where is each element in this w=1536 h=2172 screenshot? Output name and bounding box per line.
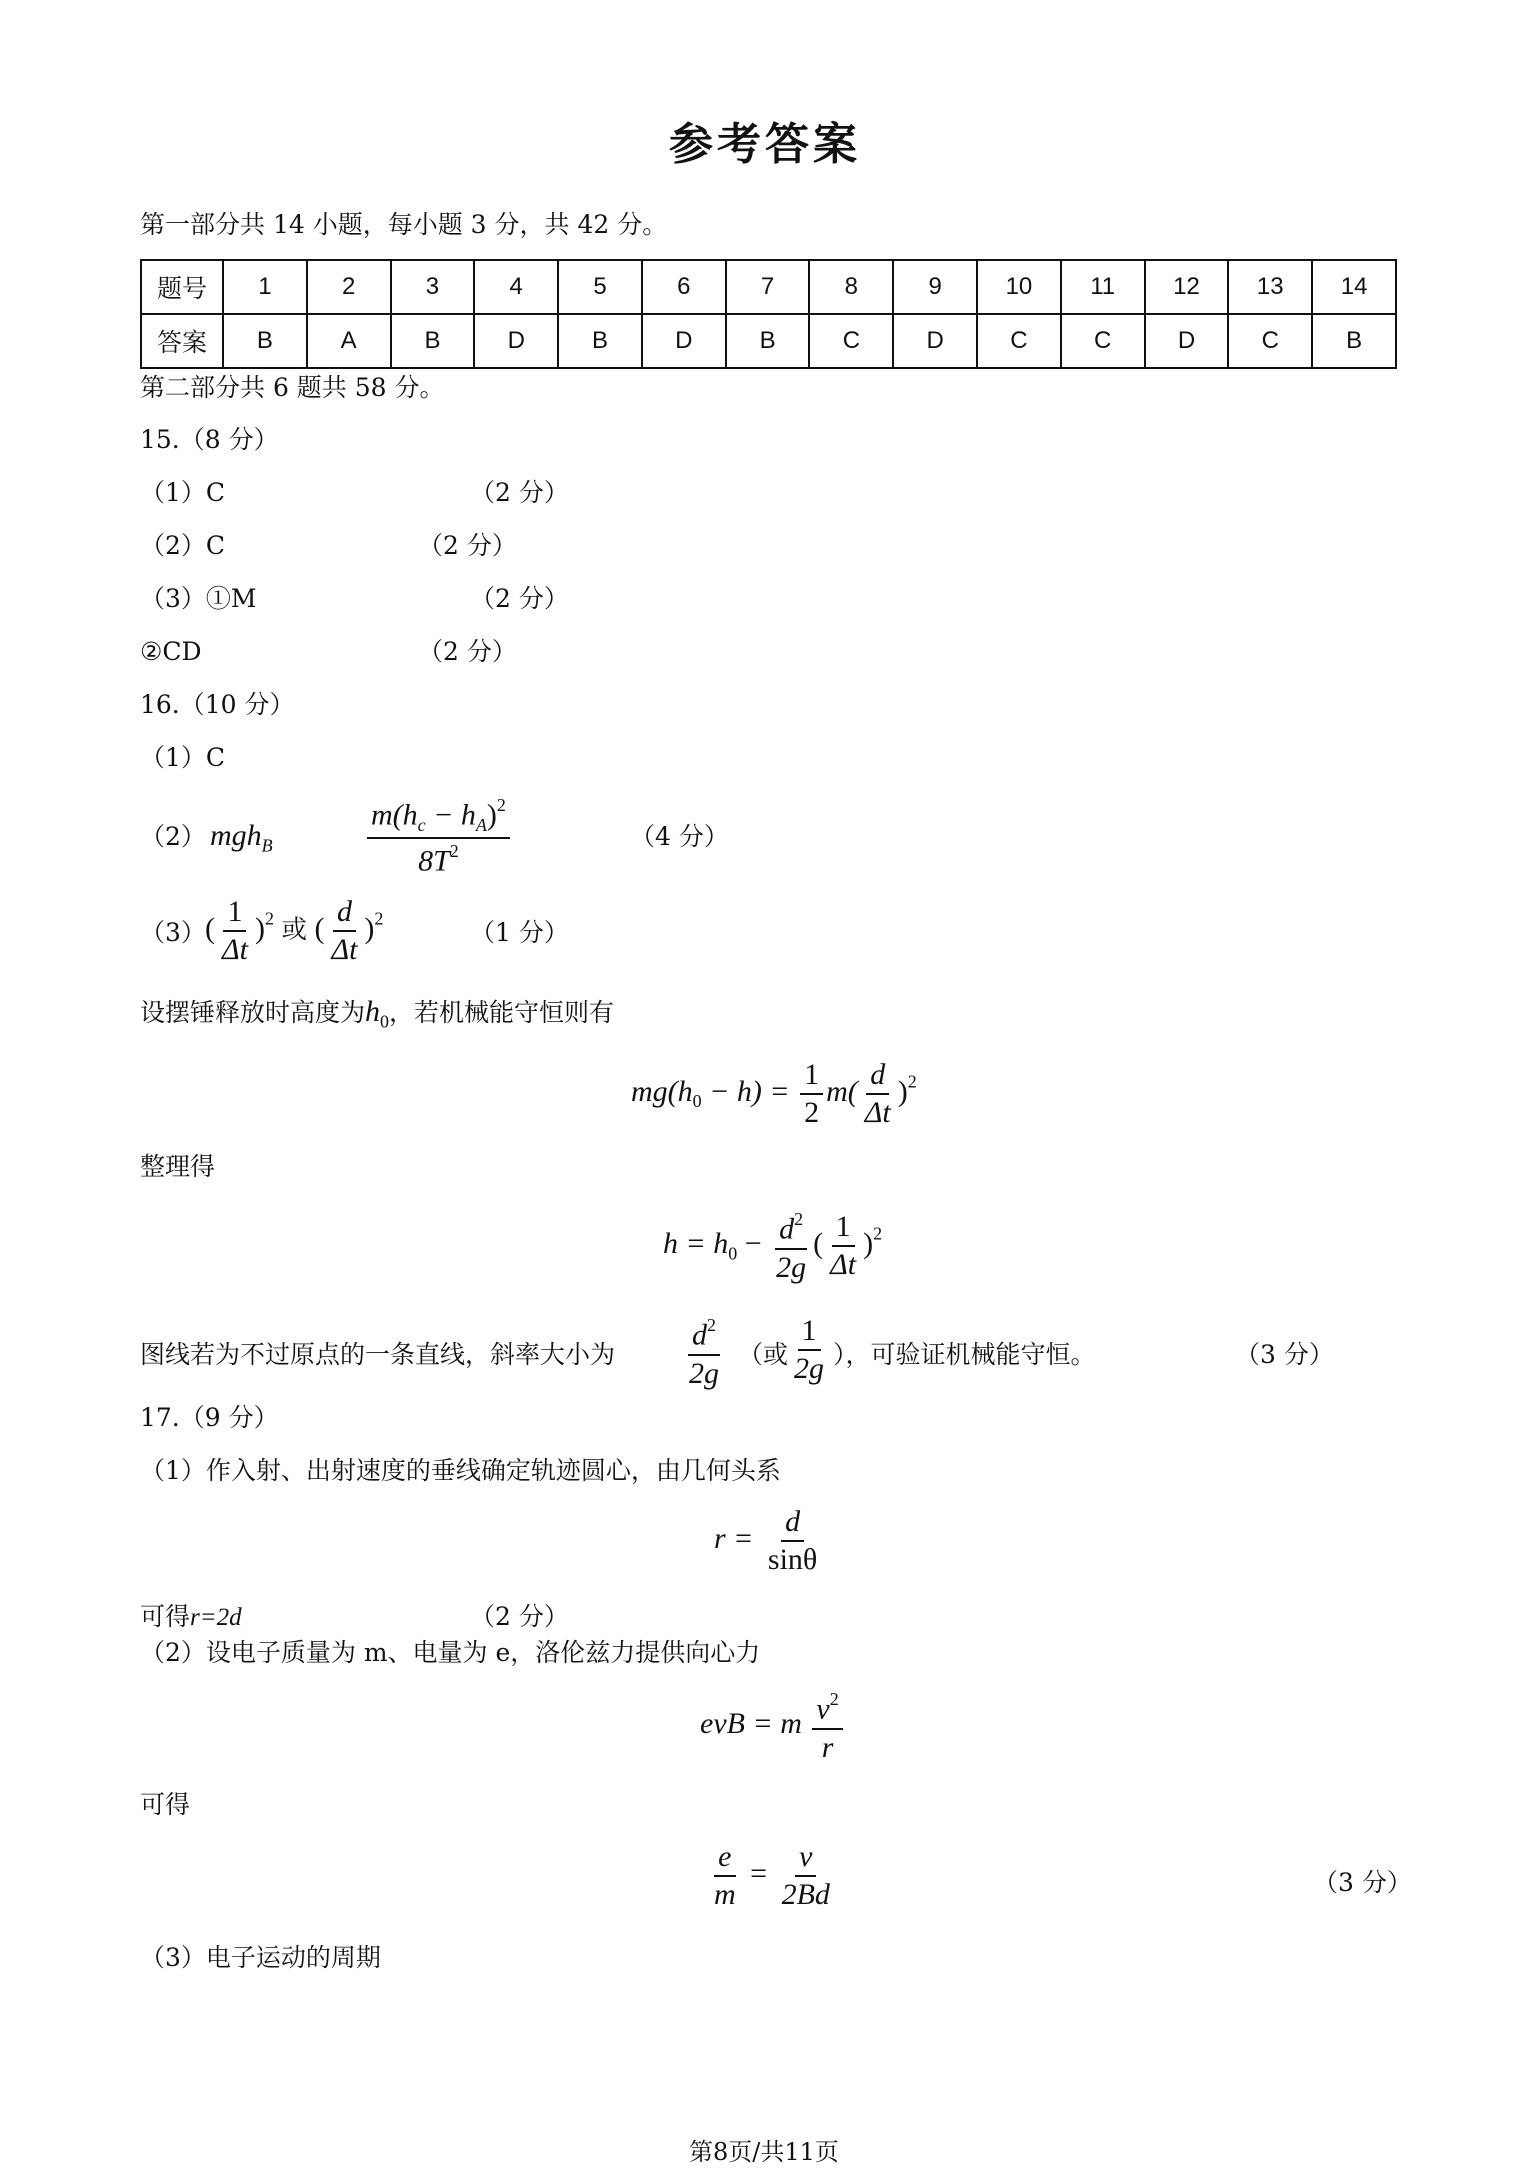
table-cell: 8 [809, 260, 893, 314]
math-text: Δt [864, 1096, 891, 1129]
table-cell: 14 [1312, 260, 1396, 314]
q17-result-1 [140, 1604, 242, 1630]
table-header-number: 题号 [141, 260, 223, 314]
math-text: 2 [496, 795, 506, 815]
math-text: 0 [380, 1011, 390, 1032]
q17-score-1: （2 分） [470, 1602, 569, 1631]
math-text: Δt [222, 933, 248, 966]
part2-intro: 第二部分共 6 题共 58 分。 [140, 373, 445, 402]
math-text: ( [205, 911, 215, 945]
table-cell: C [1061, 314, 1145, 368]
q16-conclusion-c: ），可验证机械能守恒。 [833, 1340, 1096, 1369]
q15-score-3: （2 分） [470, 584, 569, 613]
math-text: 2 [449, 840, 459, 861]
q17-result-value: r=2d [190, 1604, 242, 1631]
q17-radius-formula [714, 1507, 824, 1575]
q16-or: 或 [281, 914, 307, 945]
q17-lorentz-formula [700, 1690, 846, 1763]
q16-score-3: （1 分） [470, 918, 569, 947]
math-text: d [779, 1212, 795, 1246]
table-header-answer: 答案 [141, 314, 223, 368]
fraction [327, 897, 361, 965]
page-footer: 第8页/共11页 [689, 2138, 839, 2166]
q17-part3-text: （3）电子运动的周期 [140, 1943, 381, 1972]
table-cell: 10 [977, 260, 1061, 314]
q16-equation-conservation [631, 1060, 917, 1128]
table-cell: B [558, 314, 642, 368]
q16-formula-mghb [210, 821, 273, 854]
table-cell: B [223, 314, 307, 368]
math-text: d [692, 1318, 707, 1352]
q16-arrange: 整理得 [140, 1152, 216, 1181]
math-text: ) [897, 1074, 908, 1108]
math-text: B [261, 835, 273, 856]
fraction [790, 1316, 828, 1384]
math-text: d [866, 1060, 889, 1095]
fraction [800, 1060, 823, 1128]
math-text: 2g [794, 1352, 824, 1385]
math-text: 2 [374, 908, 384, 929]
q16-conclusion-b: （或 [738, 1340, 789, 1369]
math-text: ( [314, 911, 325, 945]
q17-charge-mass-formula [707, 1842, 837, 1910]
q16-assumption-tail: ，若机械能守恒则有 [389, 998, 615, 1027]
math-text: d [333, 897, 356, 932]
table-cell: 13 [1228, 260, 1312, 314]
q17-kede: 可得 [140, 1790, 191, 1819]
math-text: h [365, 995, 381, 1028]
table-row-answers [141, 314, 1396, 368]
q15-score-2: （2 分） [418, 531, 517, 560]
math-text: v [816, 1692, 830, 1726]
math-text: 2 [907, 1071, 917, 1092]
fraction [685, 1316, 723, 1389]
math-text: r = [714, 1521, 754, 1555]
table-cell: 9 [893, 260, 977, 314]
q15-answer-2: （2）C [140, 531, 226, 560]
math-text: 0 [692, 1091, 702, 1112]
fraction [772, 1210, 810, 1283]
math-text: A [475, 814, 487, 835]
math-text: 2 [873, 1223, 883, 1244]
math-text: − h) = [701, 1074, 790, 1108]
table-cell: 11 [1061, 260, 1145, 314]
q16-formula-energy [364, 796, 513, 876]
table-cell: 3 [391, 260, 475, 314]
q16-conclusion-a: 图线若为不过原点的一条直线，斜率大小为 [140, 1340, 616, 1369]
math-text: ) [254, 911, 265, 945]
table-cell: D [1145, 314, 1229, 368]
table-cell: 6 [642, 260, 726, 314]
math-text: 0 [728, 1243, 738, 1264]
answer-table [140, 259, 1397, 369]
math-text: d [781, 1507, 804, 1542]
math-text: 8T [418, 844, 450, 878]
math-text: sinθ [767, 1543, 818, 1576]
math-text: 2Bd [781, 1878, 830, 1911]
math-text: mg(h [631, 1074, 693, 1108]
fraction [367, 796, 510, 876]
math-text: m [714, 1878, 736, 1911]
q16-answer-2-prefix: （2） [140, 822, 206, 851]
table-cell: 7 [726, 260, 810, 314]
table-cell: C [1228, 314, 1312, 368]
table-cell: A [307, 314, 391, 368]
table-cell: C [977, 314, 1061, 368]
q16-slope-alt-formula [787, 1316, 831, 1384]
table-cell: D [893, 314, 977, 368]
q16-slope-formula [682, 1316, 726, 1389]
table-cell: D [642, 314, 726, 368]
math-text: 2 [829, 1689, 839, 1709]
math-text: 2 [707, 1315, 716, 1335]
q16-answer-1: （1）C [140, 743, 226, 772]
fraction [764, 1507, 821, 1575]
math-text: 2g [689, 1356, 719, 1390]
q17-result-label: 可得 [140, 1602, 191, 1631]
fraction [812, 1690, 842, 1763]
math-text: r [821, 1730, 834, 1764]
math-text: v [795, 1842, 816, 1877]
fraction [826, 1212, 860, 1280]
q16-formula-inverse-time [205, 897, 383, 965]
math-text: 2 [264, 908, 274, 929]
q16-heading: 16.（10 分） [140, 690, 295, 719]
q16-conclusion-score: （3 分） [1235, 1340, 1334, 1369]
q16-score-2: （4 分） [630, 822, 729, 851]
math-text: mgh [210, 819, 262, 852]
math-text: e [714, 1842, 735, 1877]
q16-answer-3-prefix: （3） [140, 918, 206, 947]
q16-equation-height [663, 1210, 882, 1283]
q17-heading: 17.（9 分） [140, 1403, 279, 1432]
table-cell: 4 [474, 260, 558, 314]
math-text: ) [364, 911, 375, 945]
q15-answer-1: （1）C [140, 478, 226, 507]
math-text: 2 [804, 1096, 820, 1129]
q15-score-1: （2 分） [470, 478, 569, 507]
table-cell: 2 [307, 260, 391, 314]
table-cell: 5 [558, 260, 642, 314]
q17-part2-text: （2）设电子质量为 m、电量为 e，洛伦兹力提供向心力 [140, 1638, 761, 1667]
math-text: 1 [832, 1212, 855, 1247]
math-text: 2g [776, 1250, 807, 1284]
fraction [710, 1842, 740, 1910]
math-text: ) [863, 1227, 874, 1261]
table-cell: B [1312, 314, 1396, 368]
math-text: = [750, 1856, 768, 1890]
fraction [218, 897, 252, 965]
math-text: evB = m [700, 1707, 802, 1741]
math-text: Δt [830, 1248, 857, 1282]
math-text: 1 [223, 897, 246, 932]
fraction [861, 1060, 895, 1128]
q15-heading: 15.（8 分） [140, 425, 279, 454]
page-title: 参考答案 [669, 119, 861, 170]
q16-assumption [140, 997, 614, 1030]
q15-answer-4: ②CD [140, 637, 202, 666]
table-cell: B [726, 314, 810, 368]
math-text: ( [813, 1227, 824, 1261]
q17-part1-text: （1）作入射、出射速度的垂线确定轨迹圆心，由几何头系 [140, 1456, 781, 1485]
q15-answer-3: （3）①M [140, 584, 257, 613]
math-text: ) [486, 798, 497, 832]
q16-assumption-text: 设摆锤释放时高度为 [140, 998, 366, 1027]
q17-score-2: （3 分） [1313, 1868, 1412, 1897]
table-cell: C [809, 314, 893, 368]
table-cell: 12 [1145, 260, 1229, 314]
q15-score-4: （2 分） [418, 637, 517, 666]
fraction [778, 1842, 834, 1910]
part1-intro: 第一部分共 14 小题，每小题 3 分，共 42 分。 [140, 210, 668, 239]
math-text: Δt [331, 933, 358, 966]
table-row-numbers [141, 260, 1396, 314]
math-text: 2 [794, 1209, 804, 1229]
math-text: c [417, 814, 426, 835]
math-text: 1 [800, 1060, 823, 1095]
math-text: h = h [663, 1227, 729, 1261]
table-cell: B [391, 314, 475, 368]
math-text: − [737, 1227, 762, 1261]
math-text: 1 [798, 1316, 821, 1351]
math-text: m( [826, 1074, 858, 1108]
table-cell: D [474, 314, 558, 368]
table-cell: 1 [223, 260, 307, 314]
math-text: − h [425, 798, 476, 832]
math-text: m(h [371, 798, 418, 832]
